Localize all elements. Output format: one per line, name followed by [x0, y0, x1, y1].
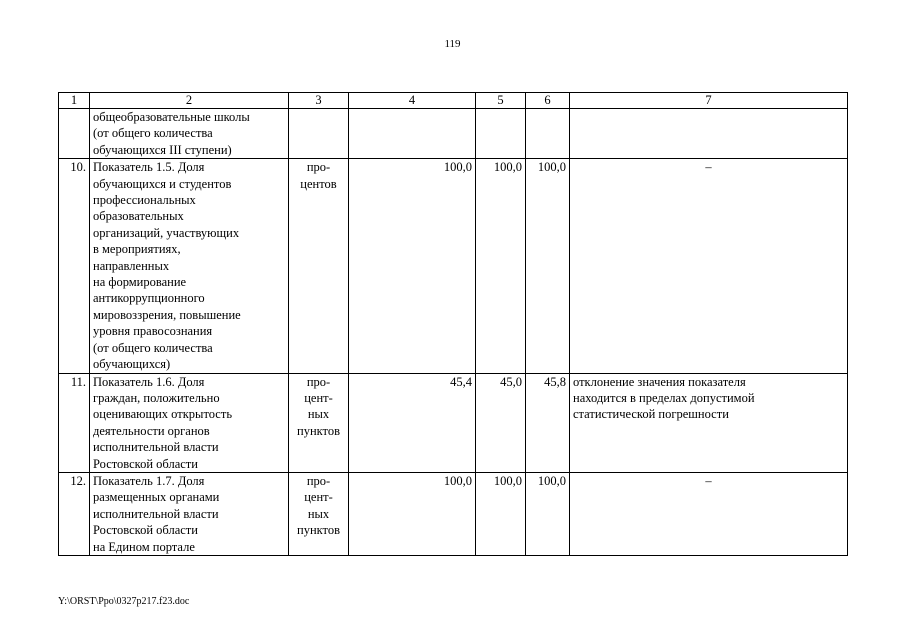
header-cell: 2	[90, 93, 289, 109]
row-number: 10.	[59, 159, 90, 373]
value-col4: 100,0	[349, 472, 476, 555]
header-cell: 4	[349, 93, 476, 109]
header-cell: 7	[570, 93, 848, 109]
unit: про- цент- ных пунктов	[289, 373, 349, 472]
value-col4: 100,0	[349, 159, 476, 373]
value-col4: 45,4	[349, 373, 476, 472]
value-col5: 100,0	[476, 159, 526, 373]
value-col5: 100,0	[476, 472, 526, 555]
row-number	[59, 109, 90, 159]
table-row	[59, 109, 848, 159]
value-col6: 100,0	[526, 159, 570, 373]
note: отклонение значения показателя находится в пределах допустимой статистической погрешности	[570, 373, 848, 472]
note: –	[570, 472, 848, 555]
note	[570, 109, 848, 159]
table-row	[59, 373, 848, 472]
indicator-name: Показатель 1.5. Доля обучающихся и студентов профессиональных образовательных организаций, участвующих в мероприятиях, направленных на формирование антикоррупционного мировоззрения, повышение уровня правосознания (от общего количества обучающихся)	[90, 159, 289, 373]
indicator-name: Показатель 1.6. Доля граждан, положительно оценивающих открытость деятельности органов исполнительной власти Ростовской области	[90, 373, 289, 472]
unit	[289, 109, 349, 159]
row-number: 12.	[59, 472, 90, 555]
header-cell: 6	[526, 93, 570, 109]
indicators-table	[58, 92, 848, 556]
value-col4	[349, 109, 476, 159]
unit: про- цент- ных пунктов	[289, 472, 349, 555]
indicator-name: общеобразовательные школы (от общего количества обучающихся III ступени)	[90, 109, 289, 159]
value-col6: 100,0	[526, 472, 570, 555]
value-col6: 45,8	[526, 373, 570, 472]
table-header-row	[59, 93, 848, 109]
header-cell: 1	[59, 93, 90, 109]
header-cell: 5	[476, 93, 526, 109]
table-row	[59, 159, 848, 373]
unit: про- центов	[289, 159, 349, 373]
note: –	[570, 159, 848, 373]
value-col5	[476, 109, 526, 159]
header-cell: 3	[289, 93, 349, 109]
table-row	[59, 472, 848, 555]
page-number: 119	[444, 38, 461, 50]
row-number: 11.	[59, 373, 90, 472]
file-path-footer: Y:\ORST\Ppo\0327p217.f23.doc	[58, 596, 190, 607]
value-col5: 45,0	[476, 373, 526, 472]
value-col6	[526, 109, 570, 159]
indicator-name: Показатель 1.7. Доля размещенных органами исполнительной власти Ростовской области на Едином портале	[90, 472, 289, 555]
